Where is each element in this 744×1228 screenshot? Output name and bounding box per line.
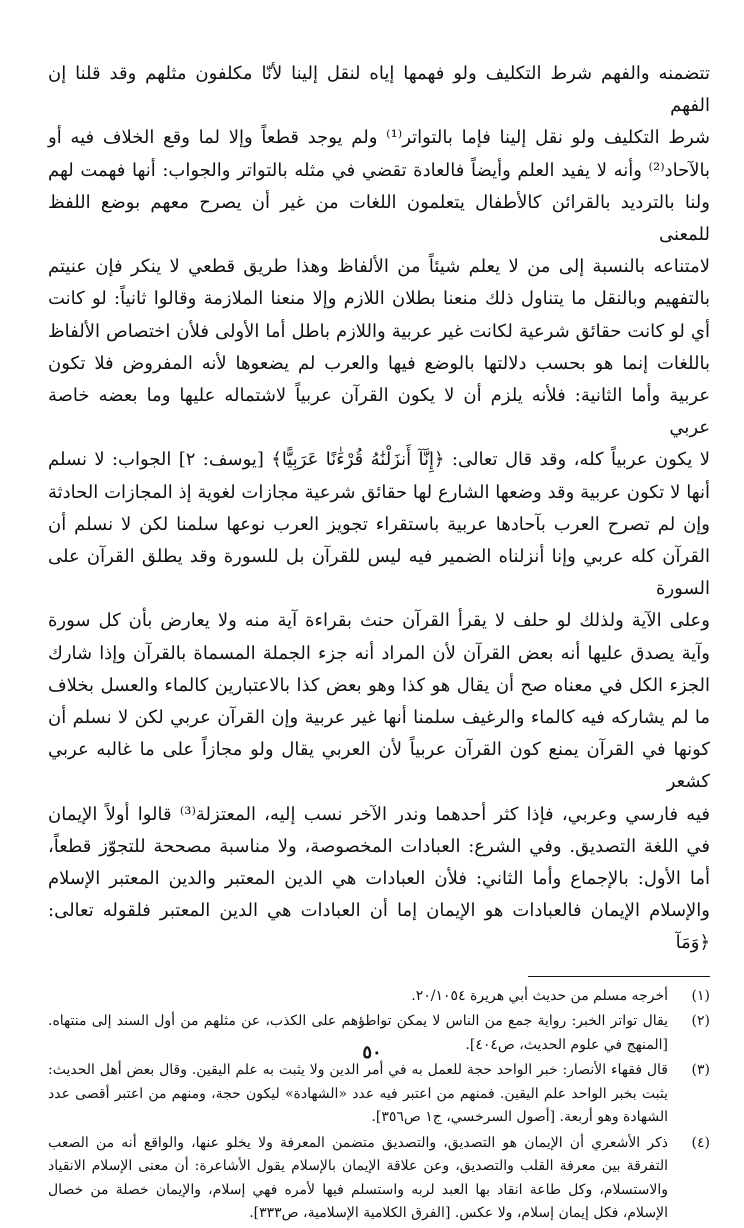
text-line: بالآحاد⁽²⁾ وأنه لا يفيد العلم وأيضاً فالعادة تقضي في مثله بالتواتر والجواب: أنها فهمت لهم: [48, 159, 710, 181]
text-line: القرآن كله عربي وإنا أنزلناه الضمير فيه ليس للقرآن بل للسورة وقد يطلق القرآن على السورة: [48, 546, 710, 600]
footnote-text: يقال تواتر الخبر: رواية جمع من الناس لا يمكن تواطؤهم على الكذب، عن مثلهم من أول السند إلى منتهاه. [المنهج في علوم الحديث، ص٤٠٤].: [48, 1013, 668, 1053]
footnote-number: (٣): [691, 1062, 710, 1079]
text-line: أنها لا تكون عربية وقد وضعها الشارع لها حقائق شرعية مجازات لغوية إذ المجازات الحادثة: [48, 481, 710, 503]
text-line: عربية وأما الثانية: فلأنه يلزم أن لا يكون القرآن عربياً لاشتماله عليها وما بعضه خاصة عربي: [48, 385, 710, 439]
text-line: في اللغة التصديق. وفي الشرع: العبادات المخصوصة، ولا مناسبة مصححة للتجوّز قطعاً،: [48, 835, 710, 857]
text-line: لا يكون عربياً كله، وقد قال تعالى: ﴿إِنَّآ أَنزَلْنَٰهُ قُرْءَٰنًا عَرَبِيًّا﴾ [يوسف: ٢] الجواب: لا نسلم: [48, 449, 710, 471]
text-line: تتضمنه والفهم شرط التكليف ولو فهمها إياه لنقل إلينا لأنّا مكلفون مثلهم وقد قلنا إن الفهم: [48, 63, 710, 117]
footnote-text: أخرجه مسلم من حديث أبي هريرة ٢٠/١٠٥٤.: [411, 987, 668, 1004]
text-line: باللغات إنما هو بحسب دلالتها بالوضع فيها والعرب لم يضعوها لأنه المفروض فلا تكون: [48, 352, 710, 374]
footnote: [48, 1059, 710, 1130]
footnote-text: ذكر الأشعري أن الإيمان هو التصديق، والتصديق متضمن المعرفة ولا يخلو عنها، والواقع أنه من الصعب التفرقة بين معرفة القلب والتصديق، وعن علاقة الإيمان بالإسلام يقول الأشاعرة: أن معنى الإسلام الانقياد والاستسلام، وكل طاعة انقاد بها العبد لربه واستسلم فيها لأمره فهي إسلام، والإيمان خصلة من خصال الإسلام، فكل إيمان إسلام، ولا عكس. [الفرق الكلامية الإسلامية، ص٣٣٣].: [48, 1134, 668, 1222]
text-line: الجزء الكل في معناه صح أن يقال هو كذا وهو بعض كذا بالاعتبارين كالماء والعسل بخلاف: [48, 674, 710, 696]
footnote-number: (١): [691, 987, 710, 1004]
text-line: أما الأول: بالإجماع وأما الثاني: فلأن العبادات هي الدين المعتبر والدين المعتبر الإسلام: [48, 868, 710, 890]
text-line: أي لو كانت حقائق شرعية لكانت غير عربية واللازم باطل أما الأولى فلأن اختصاص الألفاظ: [48, 320, 710, 342]
text-line: وآية يصدق عليها أنه بعض القرآن لأن المراد أنه جزء الجملة المسماة بالقرآن وإذا شارك: [48, 642, 710, 664]
footnote-number: (٢): [691, 1013, 710, 1030]
text-line: شرط التكليف ولو نقل إلينا فإما بالتواتر⁽¹⁾ ولم يوجد قطعاً وإلا لما وقع الخلاف فيه أو: [48, 127, 710, 149]
text-line: فيه فارسي وعربي، فإذا كثر أحدهما وندر الآخر نسب إليه، المعتزلة⁽³⁾ قالوا أولاً الإيمان: [48, 803, 710, 825]
text-line: ما لم يشاركه فيه كالماء والرغيف سلمنا أنها غير عربية وإن القرآن عربي لكن لا نسلم أن: [48, 707, 710, 729]
footnote-text: قال فقهاء الأنصار: خبر الواحد حجة للعمل به في أمر الدين ولا يثبت به علم اليقين. وقال بعض أهل الحديث: يثبت بخبر الواحد علم اليقين. فمنهم من اعتبر فيه عدد «الشهادة» ليكون حجة، ومنهم من اعتبر أقصى عدد الشهادة وهو أربعة. [أصول السرخسي، ج١ ص٣٥٦].: [48, 1062, 668, 1126]
footnotes: [48, 985, 710, 1226]
footnote-divider: [528, 976, 710, 977]
text-line: لامتناعه بالنسبة إلى من لا يعلم شيئاً من الألفاظ وهذا طريق قطعي لا ينكر فإن عنيتم: [48, 256, 710, 278]
text-line: وإن لم تصرح العرب بآحادها عربية باستقراء تجويز العرب نوعها سلمنا لكن لا نسلم أن: [48, 513, 710, 535]
footnote: [48, 985, 710, 1009]
text-line: ولنا بالترديد بالقرائن كالأطفال يتعلمون اللغات من غير أن يصرح معهم بوضع اللفظ للمعنى: [48, 191, 710, 246]
text-line: والإسلام الإيمان فالعبادات هو الإيمان إما أن العبادات هي الدين المعتبر فلقوله تعالى: ﴿وَمَآ: [48, 900, 710, 954]
footnote-number: (٤): [691, 1134, 710, 1151]
main-text: [48, 58, 710, 960]
footnote: [48, 1132, 710, 1226]
text-line: بالتفهيم وبالنقل ما يتناول ذلك منعنا بطلان اللازم وإلا منعنا الملازمة وقالوا ثانياً: لو كانت: [48, 288, 710, 310]
text-line: كونها في القرآن يمنع كون القرآن عربياً لأن العربي يقال ولو مجازاً على ما غالبه عربي كشعر: [48, 739, 710, 793]
page-number: ٥٠: [362, 1042, 382, 1063]
text-line: وعلى الآية ولذلك لو حلف لا يقرأ القرآن حنث بقراءة آية منه ولا يعارض بأن كل سورة: [48, 610, 710, 632]
